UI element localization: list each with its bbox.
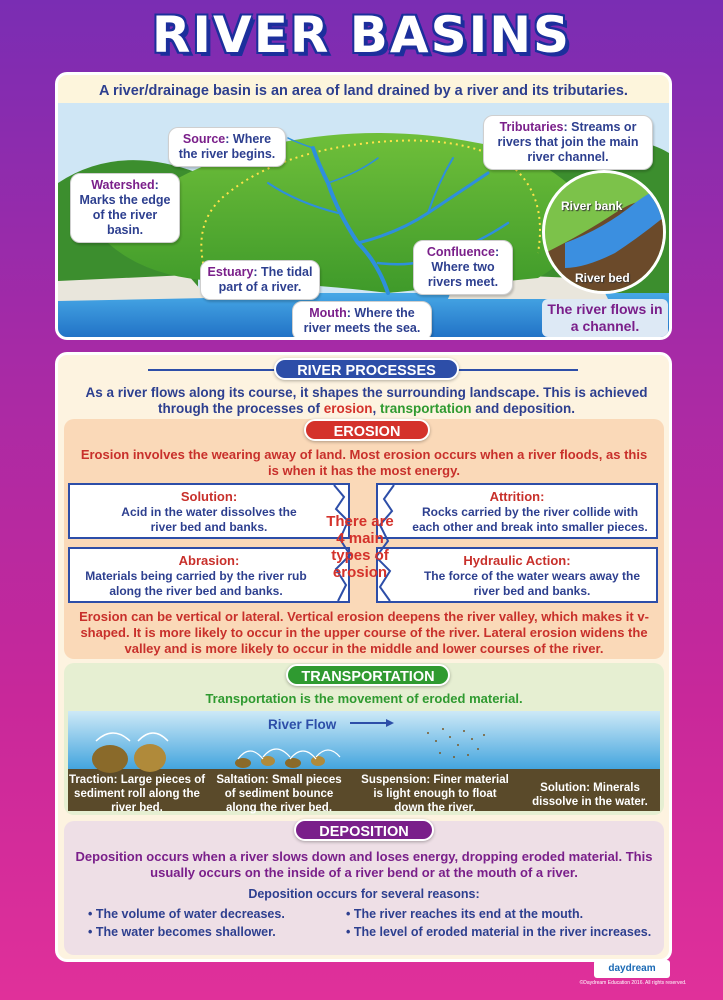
abrasion-text: Materials being carried by the river rub along the river bed and banks. — [85, 568, 307, 598]
solution-transport-term: Solution — [540, 782, 587, 794]
erosion-footer: Erosion can be vertical or lateral. Vertical erosion deepens the river valley, which makes it v-shaped. It is more likely to occur in the upper course of the river. Lateral erosion widens the valley and is more likely to occur in the middle and lower courses of the river. — [79, 609, 649, 656]
river-channel-closeup — [542, 170, 666, 294]
hydraulic-action-text: The force of the water wears away the river bed and banks. — [423, 568, 641, 598]
abrasion-box — [68, 547, 350, 603]
confluence-text: : Where two rivers meet. — [427, 245, 500, 289]
river-processes-heading: RIVER PROCESSES — [274, 358, 459, 380]
deposition-reason: • The river reaches its end at the mouth. — [346, 907, 584, 921]
confluence-callout — [413, 240, 513, 295]
traction-text: : Large pieces of sediment roll along the river bed. — [74, 774, 206, 814]
abrasion-title: Abrasion: — [178, 553, 240, 568]
mouth-term: Mouth — [309, 306, 347, 320]
erosion-heading: EROSION — [304, 419, 430, 441]
transportation-section — [64, 663, 664, 815]
saltation-term: Saltation — [216, 774, 265, 786]
estuary-callout — [200, 260, 320, 300]
saltation-caption — [210, 773, 348, 815]
intro-and: and deposition. — [471, 401, 576, 416]
deposition-reason: • The water becomes shallower. — [88, 925, 276, 939]
source-text: : Where the river begins. — [178, 132, 276, 161]
watershed-term: Watershed — [91, 178, 155, 192]
basin-intro: A river/drainage basin is an area of land drained by a river and its tributaries. — [99, 83, 628, 99]
river-basin-panel — [55, 72, 672, 340]
deposition-reason: • The volume of water decreases. — [88, 907, 285, 921]
deposition-intro: Deposition occurs when a river slows down and loses energy, dropping eroded material. This usually occurs on the inside of a river bend or at the mouth of a river. — [75, 849, 653, 880]
tributaries-text: : Streams or rivers that join the main river channel. — [497, 120, 639, 164]
intro-erosion: erosion — [323, 401, 373, 416]
source-term: Source — [182, 132, 226, 146]
page-title: RIVER BASINS — [151, 6, 572, 64]
attrition-text: Rocks carried by the river collide with each other and break into smaller pieces. — [412, 504, 648, 534]
daydream-logo: daydream — [594, 960, 670, 978]
copyright: ©Daydream Education 2016. All rights reserved. — [579, 980, 687, 986]
river-flow-label: River Flow — [268, 717, 337, 732]
river-processes-panel — [55, 352, 672, 962]
erosion-section — [64, 419, 664, 659]
solution-box — [68, 483, 350, 539]
hydraulic-action-box — [376, 547, 658, 603]
transportation-intro: Transportation is the movement of eroded material. — [205, 691, 523, 706]
processes-intro — [68, 385, 665, 417]
solution-transport-text: : Minerals dissolve in the water. — [532, 782, 648, 808]
attrition-title: Attrition: — [489, 489, 545, 504]
erosion-intro: Erosion involves the wearing away of land. Most erosion occurs when a river floods, as this is when it has the most energy. — [80, 447, 648, 478]
saltation-text: : Small pieces of sediment bounce along the river bed. — [224, 774, 342, 814]
tributaries-term: Tributaries — [499, 120, 564, 134]
transportation-heading: TRANSPORTATION — [286, 664, 450, 686]
deposition-section — [64, 821, 664, 955]
solution-title: Solution: — [180, 489, 238, 504]
tributaries-callout — [483, 115, 653, 170]
estuary-term: Estuary — [207, 265, 254, 279]
confluence-term: Confluence — [426, 245, 495, 259]
intro-sep: , — [372, 401, 381, 416]
erosion-center-text: There are 4 main types of erosion — [326, 513, 394, 581]
attrition-box — [376, 483, 658, 539]
intro-transportation: transportation — [380, 401, 472, 416]
watershed-text: : Marks the edge of the river basin. — [79, 178, 171, 237]
traction-caption — [68, 773, 206, 815]
traction-term: Traction — [68, 774, 114, 786]
deposition-heading: DEPOSITION — [294, 819, 434, 841]
suspension-text: : Finer material is light enough to float down the river. — [373, 774, 509, 814]
suspension-caption — [360, 773, 510, 815]
source-callout — [168, 127, 286, 167]
solution-transport-caption — [524, 781, 656, 809]
river-bed-label: River bed — [575, 271, 630, 285]
estuary-text: : The tidal part of a river. — [218, 265, 313, 294]
solution-text: Acid in the water dissolves the river bed and banks. — [121, 504, 297, 534]
intro-part-a: As a river flows along its course, it shapes the surrounding landscape. This is achieved through the processes of — [85, 385, 648, 416]
river-bank-label: River bank — [561, 199, 623, 213]
hydraulic-action-title: Hydraulic Action: — [463, 553, 571, 568]
mouth-callout — [292, 301, 432, 340]
mouth-text: : Where the river meets the sea. — [303, 306, 421, 335]
deposition-reason: • The level of eroded material in the river increases. — [346, 925, 652, 939]
deposition-sub: Deposition occurs for several reasons: — [248, 887, 480, 901]
suspension-term: Suspension — [361, 774, 427, 786]
watershed-callout — [70, 173, 180, 243]
channel-caption: The river flows in a channel. — [542, 299, 668, 337]
